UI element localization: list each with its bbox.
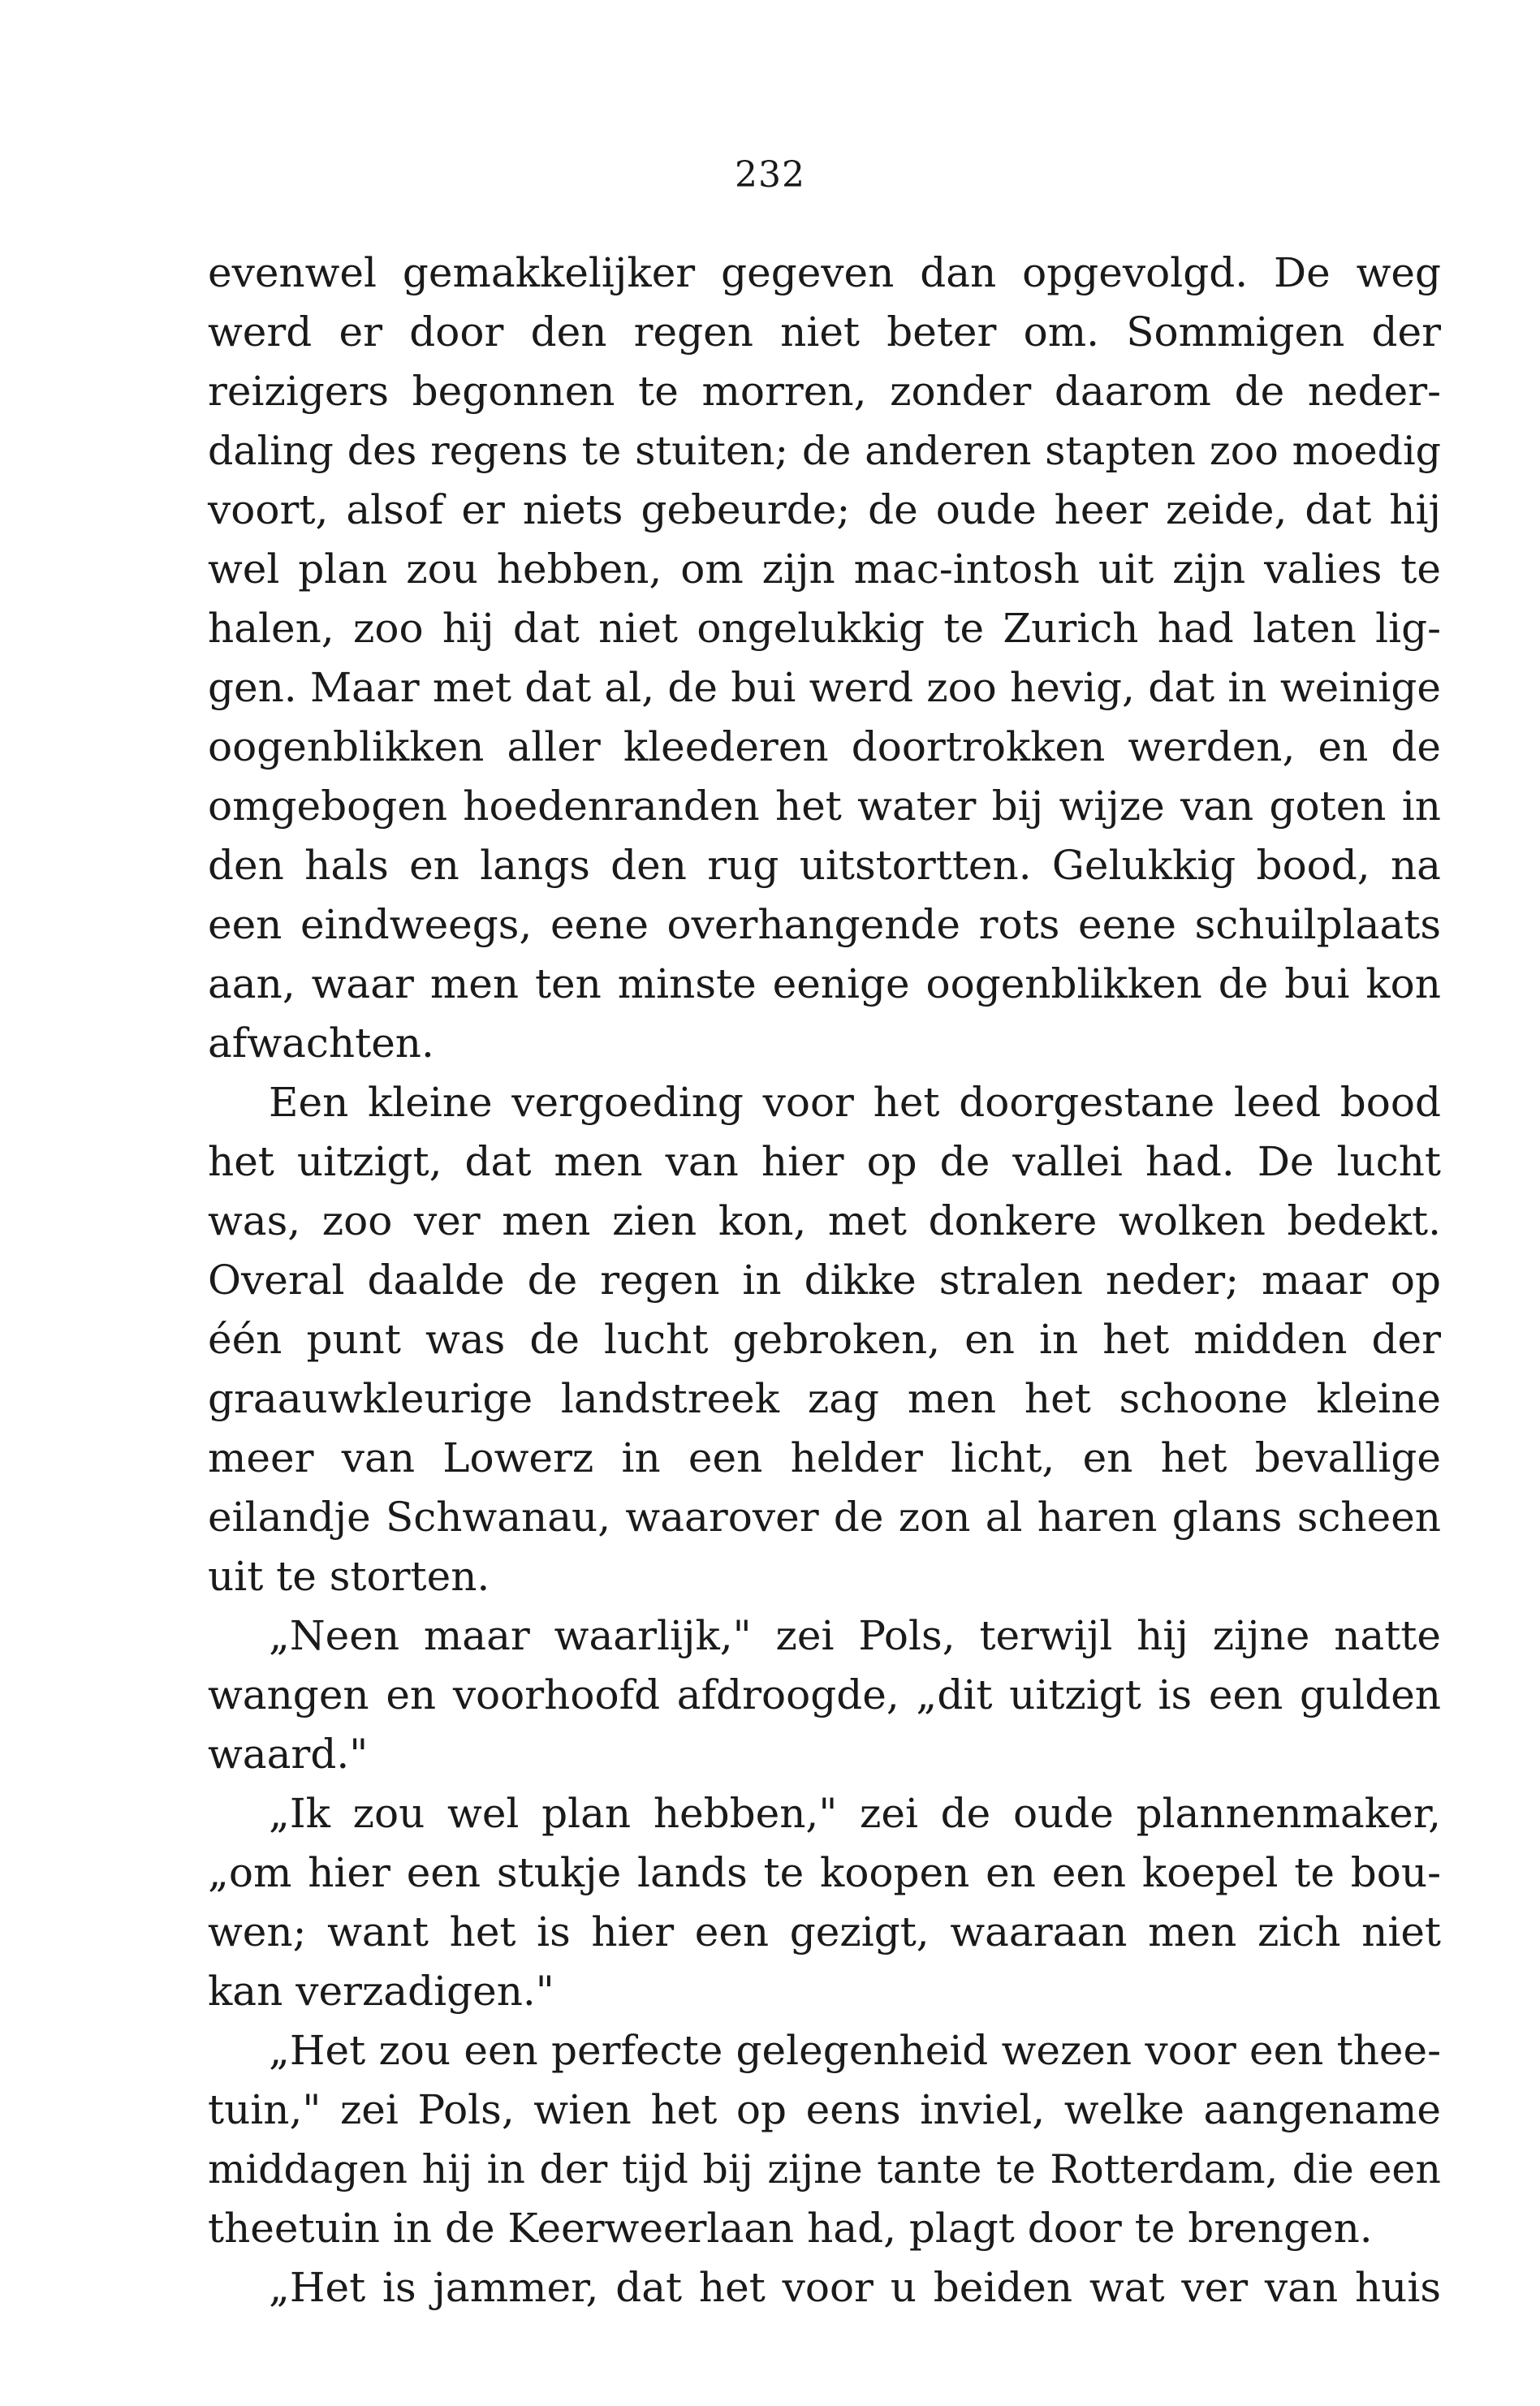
text-line: één punt was de lucht gebroken, en in het midden der xyxy=(208,1316,1441,1363)
text-line: tuin," zei Pols, wien het op eens inviel, welke aangename xyxy=(208,2086,1441,2133)
text-line: „Ik zou wel plan hebben," zei de oude plannenmaker, xyxy=(269,1790,1441,1837)
text-line: eilandje Schwanau, waarover de zon al haren glans scheen xyxy=(208,1494,1441,1541)
text-line: uit te storten. xyxy=(208,1553,490,1600)
text-line: was, zoo ver men zien kon, met donkere wolken bedekt. xyxy=(208,1197,1441,1244)
text-line: middagen hij in der tijd bij zijne tante te Rotterdam, die een xyxy=(208,2146,1441,2193)
text-line: evenwel gemakkelijker gegeven dan opgevolgd. De weg xyxy=(208,249,1441,296)
text-line: wangen en voorhoofd afdroogde, „dit uitzigt is een gulden xyxy=(208,1671,1441,1718)
text-line: reizigers begonnen te morren, zonder daarom de neder- xyxy=(208,368,1441,415)
text-line: gen. Maar met dat al, de bui werd zoo hevig, dat in weinige xyxy=(208,664,1441,711)
text-line: Overal daalde de regen in dikke stralen neder; maar op xyxy=(208,1257,1441,1304)
text-line: theetuin in de Keerweerlaan had, plagt door te brengen. xyxy=(208,2205,1373,2252)
text-line: halen, zoo hij dat niet ongelukkig te Zurich had laten lig- xyxy=(208,605,1441,652)
text-line: oogenblikken aller kleederen doortrokken werden, en de xyxy=(208,723,1441,770)
text-line: „Het is jammer, dat het voor u beiden wat ver van huis xyxy=(269,2264,1441,2311)
text-line: wen; want het is hier een gezigt, waaraan men zich niet xyxy=(208,1908,1441,1955)
text-line: daling des regens te stuiten; de anderen stapten zoo moedig xyxy=(208,428,1441,474)
text-line: den hals en langs den rug uitstortten. Gelukkig bood, na xyxy=(208,842,1441,889)
text-line: een eindweegs, eene overhangende rots eene schuilplaats xyxy=(208,901,1441,948)
text-line: wel plan zou hebben, om zijn mac-intosh uit zijn valies te xyxy=(208,545,1441,593)
text-line: werd er door den regen niet beter om. Sommigen der xyxy=(208,308,1441,356)
text-line: graauwkleurige landstreek zag men het schoone kleine xyxy=(208,1375,1441,1422)
text-line: „Neen maar waarlijk," zei Pols, terwijl hij zijne natte xyxy=(269,1612,1441,1659)
text-line: waard." xyxy=(208,1731,369,1778)
body-text xyxy=(208,244,1441,2318)
text-line: Een kleine vergoeding voor het doorgestane leed bood xyxy=(269,1079,1441,1126)
text-line: voort, alsof er niets gebeurde; de oude heer zeide, dat hij xyxy=(208,486,1441,533)
text-line: kan verzadigen." xyxy=(208,1968,554,2015)
text-line: „om hier een stukje lands te koopen en een koepel te bou- xyxy=(208,1849,1441,1896)
text-line: omgebogen hoedenranden het water bij wijze van goten in xyxy=(208,783,1441,830)
page-number: 232 xyxy=(735,154,805,196)
text-line: „Het zou een perfecte gelegenheid wezen voor een thee- xyxy=(269,2027,1441,2074)
text-line: meer van Lowerz in een helder licht, en het bevallige xyxy=(208,1434,1441,1481)
text-line: aan, waar men ten minste eenige oogenblikken de bui kon xyxy=(208,960,1441,1007)
text-line: afwachten. xyxy=(208,1020,434,1067)
text-line: het uitzigt, dat men van hier op de vallei had. De lucht xyxy=(208,1138,1441,1185)
